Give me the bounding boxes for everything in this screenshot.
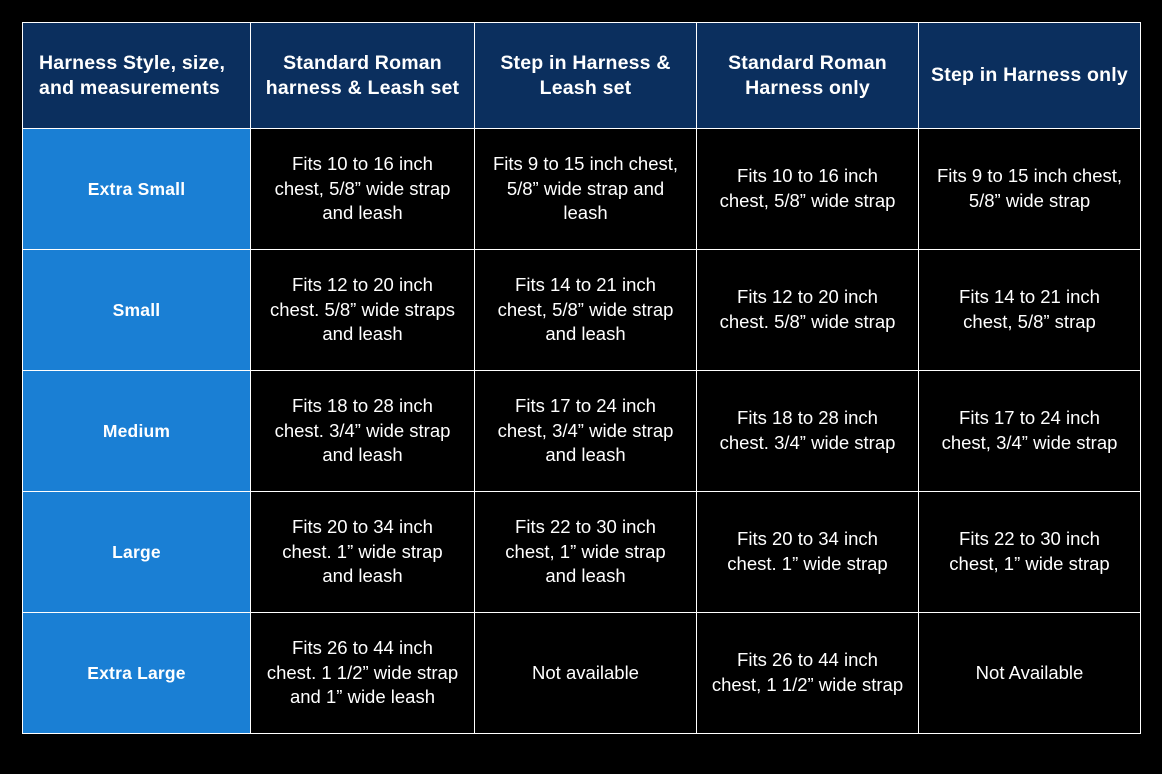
cell-m-stepin-leash: Fits 17 to 24 inch chest, 3/4” wide strap and leash bbox=[475, 371, 697, 492]
cell-xl-stepin-leash: Not available bbox=[475, 613, 697, 734]
cell-l-roman-only: Fits 20 to 34 inch chest. 1” wide strap bbox=[697, 492, 919, 613]
table-row bbox=[23, 492, 1141, 613]
table-row bbox=[23, 613, 1141, 734]
cell-l-stepin-only: Fits 22 to 30 inch chest, 1” wide strap bbox=[919, 492, 1141, 613]
cell-xl-roman-leash: Fits 26 to 44 inch chest. 1 1/2” wide strap and 1” wide leash bbox=[251, 613, 475, 734]
cell-xl-stepin-only: Not Available bbox=[919, 613, 1141, 734]
cell-s-roman-only: Fits 12 to 20 inch chest. 5/8” wide strap bbox=[697, 250, 919, 371]
cell-l-stepin-leash: Fits 22 to 30 inch chest, 1” wide strap and leash bbox=[475, 492, 697, 613]
cell-xs-roman-leash: Fits 10 to 16 inch chest, 5/8” wide strap and leash bbox=[251, 129, 475, 250]
table-body bbox=[23, 129, 1141, 734]
row-label-small: Small bbox=[23, 250, 251, 371]
column-header-roman-leash-set: Standard Roman harness & Leash set bbox=[251, 23, 475, 129]
header-row bbox=[23, 23, 1141, 129]
cell-m-roman-only: Fits 18 to 28 inch chest. 3/4” wide strap bbox=[697, 371, 919, 492]
cell-xl-roman-only: Fits 26 to 44 inch chest, 1 1/2” wide strap bbox=[697, 613, 919, 734]
cell-xs-stepin-leash: Fits 9 to 15 inch chest, 5/8” wide strap and leash bbox=[475, 129, 697, 250]
column-header-stepin-leash-set: Step in Harness & Leash set bbox=[475, 23, 697, 129]
cell-m-stepin-only: Fits 17 to 24 inch chest, 3/4” wide strap bbox=[919, 371, 1141, 492]
row-label-extra-large: Extra Large bbox=[23, 613, 251, 734]
table-header bbox=[23, 23, 1141, 129]
cell-l-roman-leash: Fits 20 to 34 inch chest. 1” wide strap and leash bbox=[251, 492, 475, 613]
cell-s-stepin-only: Fits 14 to 21 inch chest, 5/8” strap bbox=[919, 250, 1141, 371]
column-header-roman-only: Standard Roman Harness only bbox=[697, 23, 919, 129]
cell-s-stepin-leash: Fits 14 to 21 inch chest, 5/8” wide strap and leash bbox=[475, 250, 697, 371]
row-label-medium: Medium bbox=[23, 371, 251, 492]
cell-xs-roman-only: Fits 10 to 16 inch chest, 5/8” wide strap bbox=[697, 129, 919, 250]
cell-m-roman-leash: Fits 18 to 28 inch chest. 3/4” wide strap and leash bbox=[251, 371, 475, 492]
harness-size-table bbox=[22, 22, 1141, 734]
column-header-stepin-only: Step in Harness only bbox=[919, 23, 1141, 129]
row-label-large: Large bbox=[23, 492, 251, 613]
cell-xs-stepin-only: Fits 9 to 15 inch chest, 5/8” wide strap bbox=[919, 129, 1141, 250]
cell-s-roman-leash: Fits 12 to 20 inch chest. 5/8” wide straps and leash bbox=[251, 250, 475, 371]
column-header-style: Harness Style, size, and measurements bbox=[23, 23, 251, 129]
table-row bbox=[23, 371, 1141, 492]
table-row bbox=[23, 250, 1141, 371]
table-row bbox=[23, 129, 1141, 250]
row-label-extra-small: Extra Small bbox=[23, 129, 251, 250]
